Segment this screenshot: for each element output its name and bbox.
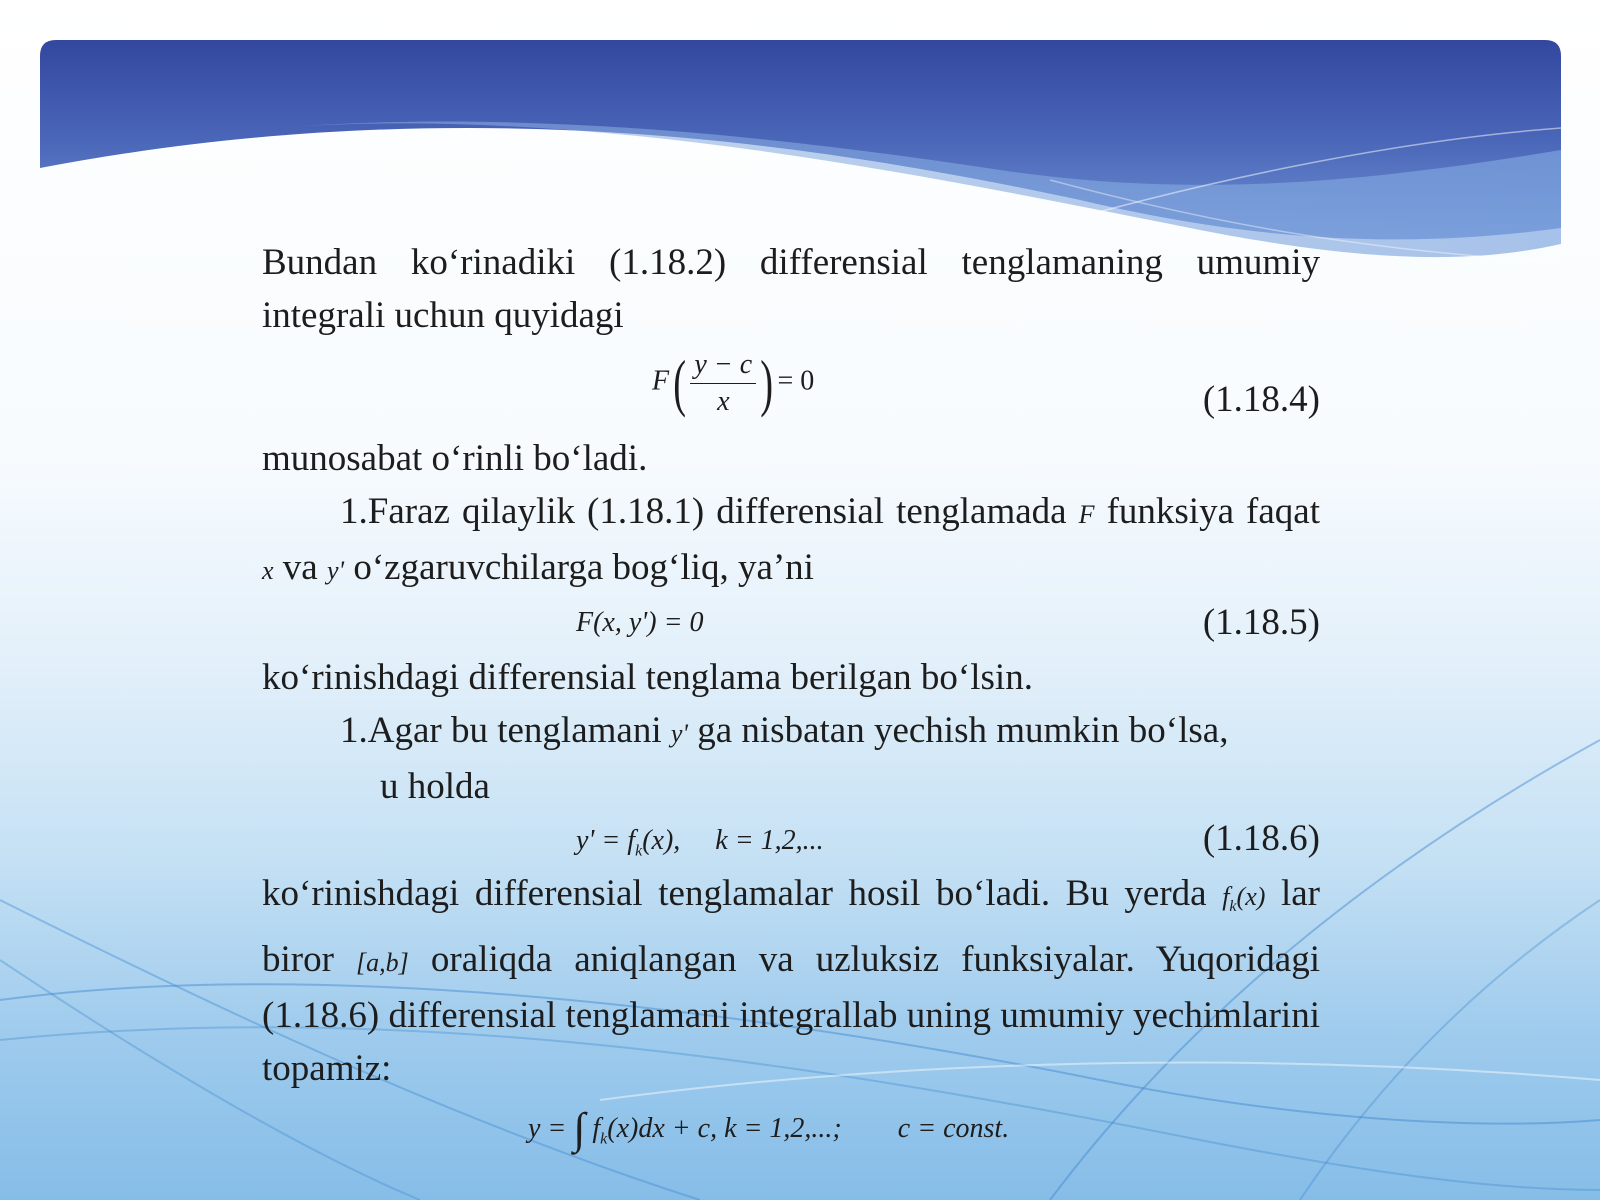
paragraph-case-1: 1.Agar bu tenglamani y' ga nisbatan yechish mumkin bo‘lsa, xyxy=(340,710,1229,751)
paragraph-given: ko‘rinishdagi differensial tenglama berilgan bo‘lsin. xyxy=(262,657,1033,698)
interval-ab: [a,b] xyxy=(356,948,409,978)
equation-formula: $y' = f_k(x)$, k = 1,2,... xyxy=(576,825,824,860)
equation-general-solution xyxy=(262,1095,1320,1154)
equation-1-18-4 xyxy=(262,342,1320,432)
integral-sign: ∫ xyxy=(573,1104,586,1154)
equation-number: (1.18.4) xyxy=(1202,379,1320,420)
variable-y-prime: y' xyxy=(670,719,688,748)
paragraph-relation: munosabat o‘rinli bo‘ladi. xyxy=(262,438,648,479)
paragraph-intro: Bundan ko‘rinadiki (1.18.2) differensial tenglamaning umumiy integrali uchun quyidagi xyxy=(262,242,1320,336)
equation-1-18-6 xyxy=(262,813,1320,867)
fraction-numerator: y − c xyxy=(690,349,756,384)
fraction-denominator: x xyxy=(717,385,730,417)
paragraph-result: ko‘rinishdagi differensial tenglamalar hosil bo‘ladi. Bu yerda $f_k(x)$ lar biror [a,b] oraliqda aniqlangan va uzluksiz funksiyalar. Yuqoridagi (1.18.6) differensial tenglamani integrallab uning umumiy yechimlarini topamiz: xyxy=(262,873,1320,1090)
paragraph-assumption: 1.Faraz qilaylik (1.18.1) differensial tenglamada F funksiya faqat x va y' o‘zgaruvchilarga bog‘liq, ya’ni xyxy=(262,491,1320,588)
variable-fk: $f_k(x)$ xyxy=(1222,882,1266,916)
paragraph-case-1-cont: u holda xyxy=(380,766,490,807)
constant-c: c = const. xyxy=(897,1113,1010,1145)
function-symbol: F xyxy=(652,365,670,397)
equation-formula: F( $\frac{y - c}{x}$ ) = 0 xyxy=(652,347,815,418)
variable-x: x xyxy=(262,556,274,585)
slide-content xyxy=(262,236,1320,1154)
equation-rhs: = 0 xyxy=(777,365,815,397)
variable-y-prime: y' xyxy=(326,556,345,585)
equation-1-18-5 xyxy=(262,597,1320,651)
equation-number: (1.18.6) xyxy=(1202,818,1320,859)
equation-formula: y = ∫ $f_k(x)dx + c$, k = 1,2,...; c = const. xyxy=(528,1104,1010,1154)
equation-number: (1.18.5) xyxy=(1202,602,1320,643)
variable-F: F xyxy=(1078,500,1095,529)
equation-formula: F(x, y') = 0 xyxy=(576,607,704,638)
